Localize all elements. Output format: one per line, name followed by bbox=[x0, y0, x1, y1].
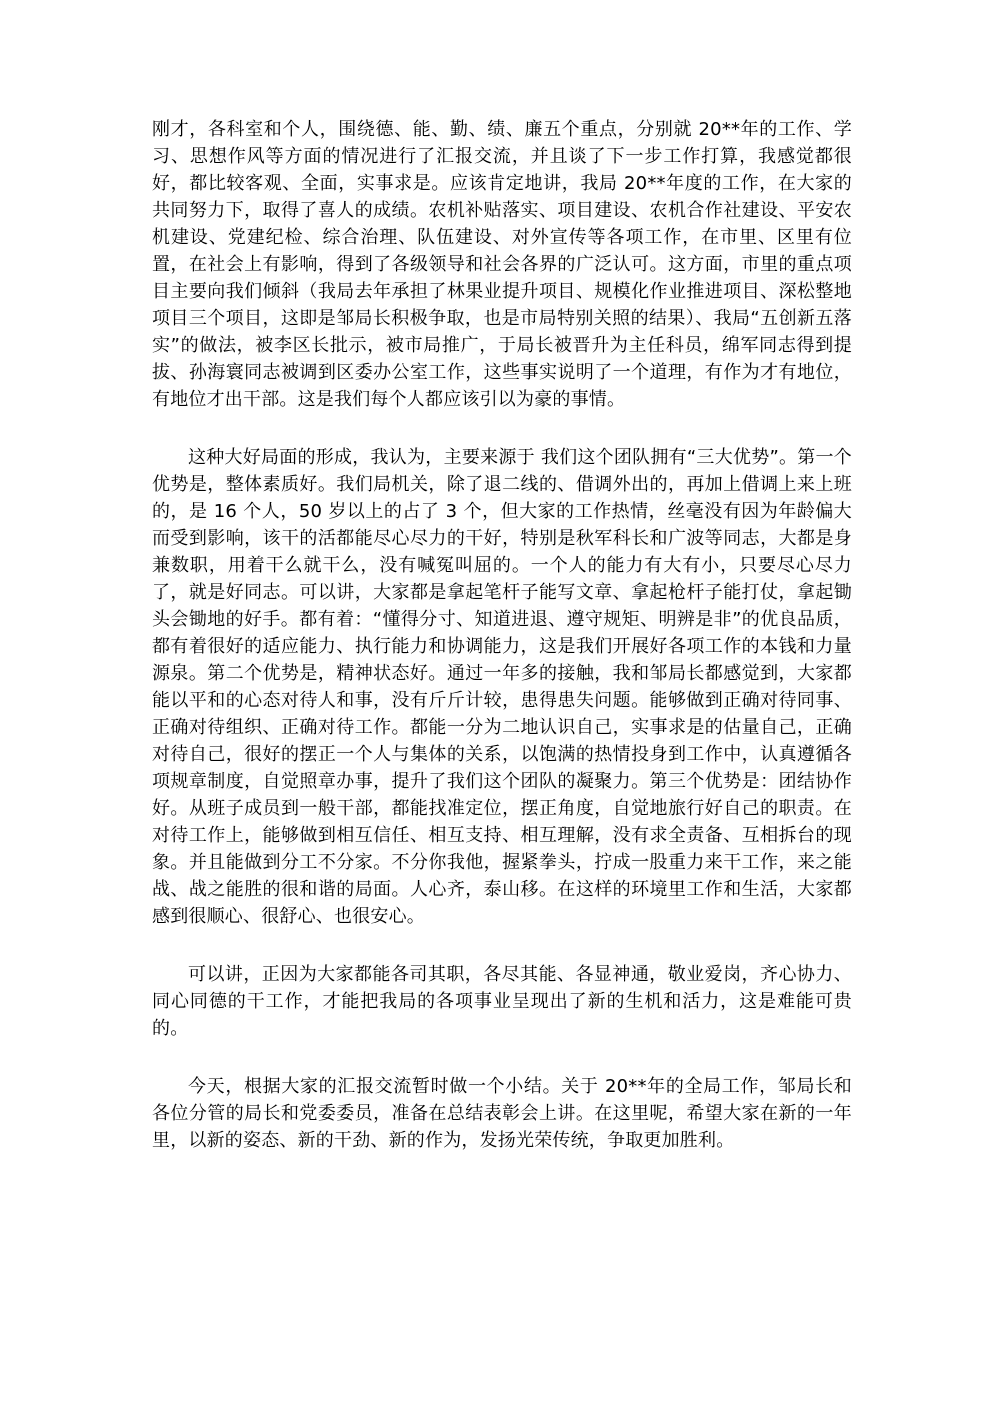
paragraph-1: 刚才，各科室和个人，围绕德、能、勤、绩、廉五个重点，分别就 20**年的工作、学习、思想作风等方面的情况进行了汇报交流，并且谈了下一步工作打算，我感觉都很好，都比较客观、全面，实事求是。应该肯定地讲，我局 20**年度的工作，在大家的共同努力下，取得了喜人的成绩。农机补贴落实、项目建设、农机合作社建设、平安农机建设、党建纪检、综合治理、队伍建设、对外宣传等各项工作，在市里、区里有位置，在社会上有影响，得到了各级领导和社会各界的广泛认可。这方面，市里的重点项目主要向我们倾斜（我局去年承担了林果业提升项目、规模化作业推进项目、深松整地项目三个项目，这即是邹局长积极争取，也是市局特别关照的结果）、我局“五创新五落实”的做法，被李区长批示，被市局推广，于局长被晋升为主任科员，绵军同志得到提拔、孙海寰同志被调到区委办公室工作，这些事实说明了一个道理，有作为才有地位，有地位才出干部。这是我们每个人都应该引以为豪的事情。 bbox=[152, 119, 852, 410]
document-body bbox=[152, 116, 852, 1185]
paragraph-3: 可以讲，正因为大家都能各司其职，各尽其能、各显神通，敬业爱岗，齐心协力、同心同德的干工作，才能把我局的各项事业呈现出了新的生机和活力，这是难能可贵的。 bbox=[152, 964, 852, 1039]
paragraph-2: 这种大好局面的形成，我认为，主要来源于 我们这个团队拥有“三大优势”。第一个优势是，整体素质好。我们局机关，除了退二线的、借调外出的，再加上借调上来上班的，是 16 个人，50 岁以上的占了 3 个，但大家的工作热情，丝毫没有因为年龄偏大而受到影响，该干的活都能尽心尽力的干好，特别是秋军科长和广波等同志，大都是身兼数职，用着干么就干么，没有喊冤叫屈的。一个人的能力有大有小，只要尽心尽力了，就是好同志。可以讲，大家都是拿起笔杆子能写文章、拿起枪杆子能打仗，拿起锄头会锄地的好手。都有着：“懂得分寸、知道进退、遵守规矩、明辨是非”的优良品质，都有着很好的适应能力、执行能力和协调能力，这是我们开展好各项工作的本钱和力量源泉。第二个优势是，精神状态好。通过一年多的接触，我和邹局长都感觉到，大家都能以平和的心态对待人和事，没有斤斤计较，患得患失问题。能够做到正确对待同事、正确对待组织、正确对待工作。都能一分为二地认识自己，实事求是的估量自己，正确对待自己，很好的摆正一个人与集体的关系，以饱满的热情投身到工作中，认真遵循各项规章制度，自觉照章办事，提升了我们这个团队的凝聚力。第三个优势是：团结协作好。从班子成员到一般干部，都能找准定位，摆正角度，自觉地旅行好自己的职责。在对待工作上，能够做到相互信任、相互支持、相互理解，没有求全责备、互相拆台的现象。并且能做到分工不分家。不分你我他，握紧拳头，拧成一股重力来干工作，来之能战、战之能胜的很和谐的局面。人心齐，泰山移。在这样的环境里工作和生活，大家都感到很顺心、很舒心、也很安心。 bbox=[152, 447, 852, 927]
paragraph-4: 今天，根据大家的汇报交流暂时做一个小结。关于 20**年的全局工作，邹局长和各位分管的局长和党委委员，准备在总结表彰会上讲。在这里呢，希望大家在新的一年里，以新的姿态、新的干劲、新的作为，发扬光荣传统，争取更加胜利。 bbox=[152, 1076, 852, 1151]
